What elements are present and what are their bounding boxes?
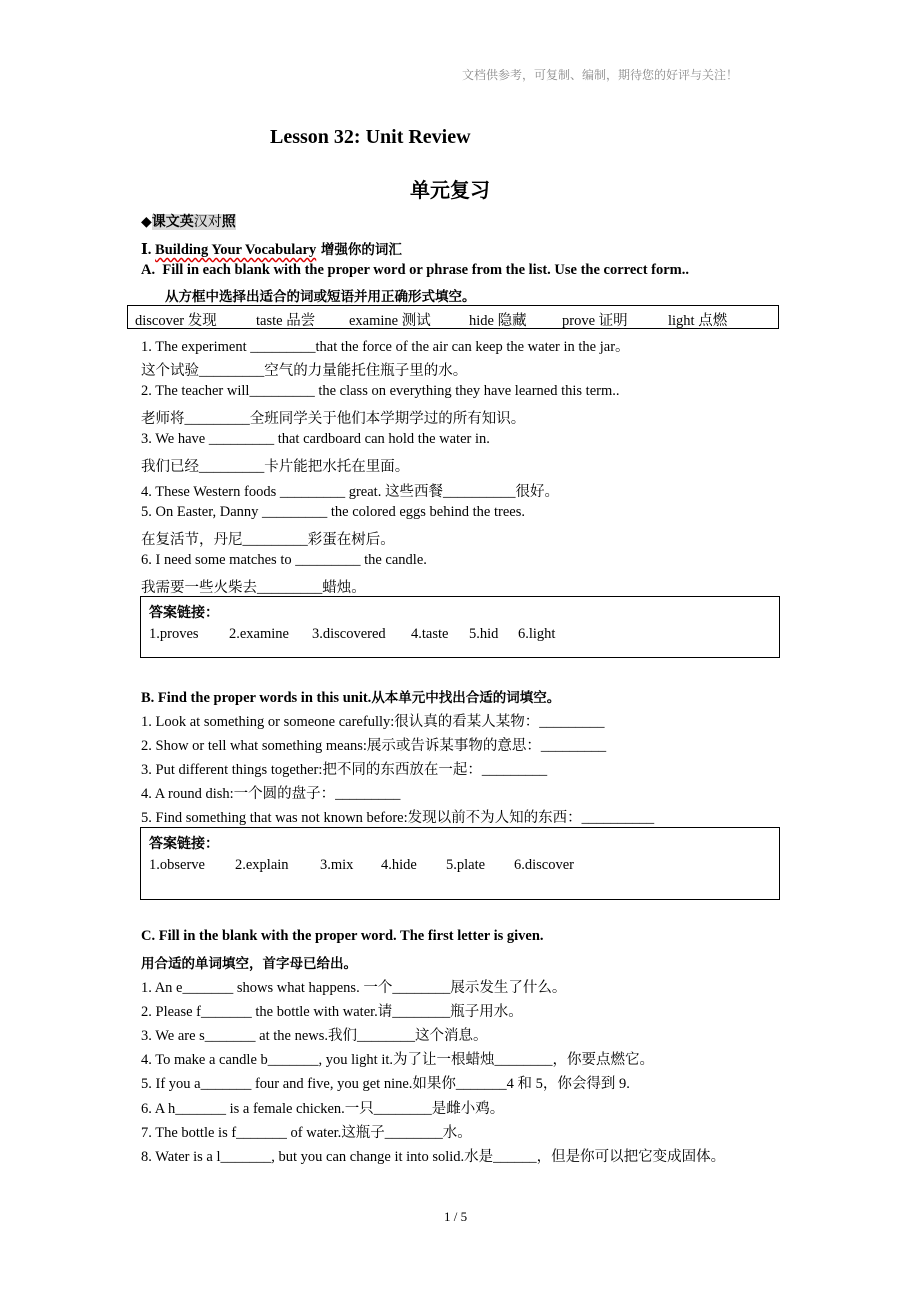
word-list-box [127, 305, 779, 329]
answer-item: 3.discovered [312, 626, 386, 642]
partC-item: 8. Water is a l_______, but you can change it into solid.水是______，但是你可以把它变成固体。 [141, 1149, 726, 1165]
partB-answer-box [140, 827, 780, 900]
partC-item: 2. Please f_______ the bottle with water.请________瓶子用水。 [141, 1004, 523, 1020]
part1-numeral: Ⅰ. [141, 242, 156, 258]
partB-item: 5. Find something that was not known before:发现以前不为人知的东西：__________ [141, 810, 655, 826]
partB-item: 3. Put different things together:把不同的东西放在一起：_________ [141, 762, 548, 778]
partA-item: 2. The teacher will_________ the class on everything they have learned this term.. [141, 383, 620, 399]
partB-heading-cn: 从本单元中找出合适的词填空。 [371, 690, 561, 706]
answer-item: 4.hide [381, 857, 417, 873]
watermark: 文档供参考，可复制、编制，期待您的好评与关注！ [462, 68, 739, 82]
partA-item: 3. We have _________ that cardboard can hold the water in. [141, 431, 490, 447]
partA-instruction-cn: 从方框中选择出适合的词或短语并用正确形式填空。 [165, 289, 476, 305]
partA-instruction-text: Fill in each blank with the proper word or phrase from the list. Use the correct form.. [162, 262, 690, 278]
partB-heading [141, 686, 560, 707]
partA-instruction [141, 262, 689, 279]
partC-item: 7. The bottle is f_______ of water.这瓶子________水。 [141, 1125, 472, 1141]
partC-heading-cn: 用合适的单词填空，首字母已给出。 [141, 956, 357, 972]
partA-label: A. [141, 262, 156, 278]
answer-heading: 答案链接： [149, 605, 219, 621]
answer-item: 2.explain [235, 857, 289, 873]
partC-item: 4. To make a candle b_______, you light it.为了让一根蜡烛________，你要点燃它。 [141, 1052, 655, 1068]
section-marker [141, 211, 236, 231]
word-item: hide 隐藏 [469, 313, 527, 329]
word-item: discover 发现 [135, 313, 217, 329]
partB-item: 4. A round dish:一个圆的盘子：_________ [141, 786, 401, 802]
partC-item: 5. If you a_______ four and five, you get nine.如果你_______4 和 5，你会得到 9. [141, 1076, 630, 1092]
partB-item: 1. Look at something or someone carefully:很认真的看某人某物：_________ [141, 714, 605, 730]
partA-item: 我需要一些火柴去_________蜡烛。 [141, 580, 366, 596]
word-item: taste 品尝 [256, 313, 316, 329]
partB-item: 2. Show or tell what something means:展示或告诉某事物的意思：_________ [141, 738, 607, 754]
section-marker-text-a: 课文英 [151, 214, 194, 230]
partA-item: 1. The experiment _________that the force of the air can keep the water in the jar。 [141, 339, 630, 355]
answer-item: 1.proves [149, 626, 199, 642]
word-item: examine 测试 [349, 313, 431, 329]
diamond-icon: ◆ [141, 214, 152, 230]
part1-title-cn: 增强你的词汇 [316, 242, 402, 258]
answer-item: 5.plate [446, 857, 486, 873]
partB-heading-text: B. Find the proper words in this unit. [141, 690, 372, 706]
section-marker-text-c: 照 [221, 214, 236, 230]
partC-heading: C. Fill in the blank with the proper word. The first letter is given. [141, 928, 544, 944]
answer-item: 4.taste [411, 626, 449, 642]
partC-item: 6. A h_______ is a female chicken.一只________是雌小鸡。 [141, 1101, 505, 1117]
partA-item: 4. These Western foods _________ great. 这些西餐__________很好。 [141, 484, 559, 500]
partA-item: 这个试验_________空气的力量能托住瓶子里的水。 [141, 363, 468, 379]
answer-item: 3.mix [320, 857, 354, 873]
lesson-title: Lesson 32: Unit Review [270, 126, 471, 148]
word-item: light 点燃 [668, 313, 728, 329]
partA-item: 我们已经_________卡片能把水托在里面。 [141, 459, 410, 475]
answer-item: 1.observe [149, 857, 205, 873]
answer-heading: 答案链接： [149, 836, 219, 852]
lesson-subtitle: 单元复习 [410, 178, 490, 202]
part1-title: Building Your Vocabulary [155, 242, 317, 258]
section-marker-text-b: 汉对 [193, 214, 222, 230]
partA-item: 老师将_________全班同学关于他们本学期学过的所有知识。 [141, 411, 526, 427]
partA-answer-box [140, 596, 780, 658]
partA-item: 5. On Easter, Danny _________ the colored eggs behind the trees. [141, 504, 525, 520]
partA-item: 6. I need some matches to _________ the candle. [141, 552, 427, 568]
part1-heading [141, 238, 402, 259]
word-item: prove 证明 [562, 313, 628, 329]
answer-item: 6.light [518, 626, 556, 642]
answer-item: 5.hid [469, 626, 499, 642]
answer-item: 2.examine [229, 626, 289, 642]
partC-item: 1. An e_______ shows what happens. 一个________展示发生了什么。 [141, 980, 567, 996]
partC-item: 3. We are s_______ at the news.我们________这个消息。 [141, 1028, 488, 1044]
partA-item: 在复活节，丹尼_________彩蛋在树后。 [141, 532, 395, 548]
page-number: 1 / 5 [444, 1209, 468, 1224]
answer-item: 6.discover [514, 857, 574, 873]
